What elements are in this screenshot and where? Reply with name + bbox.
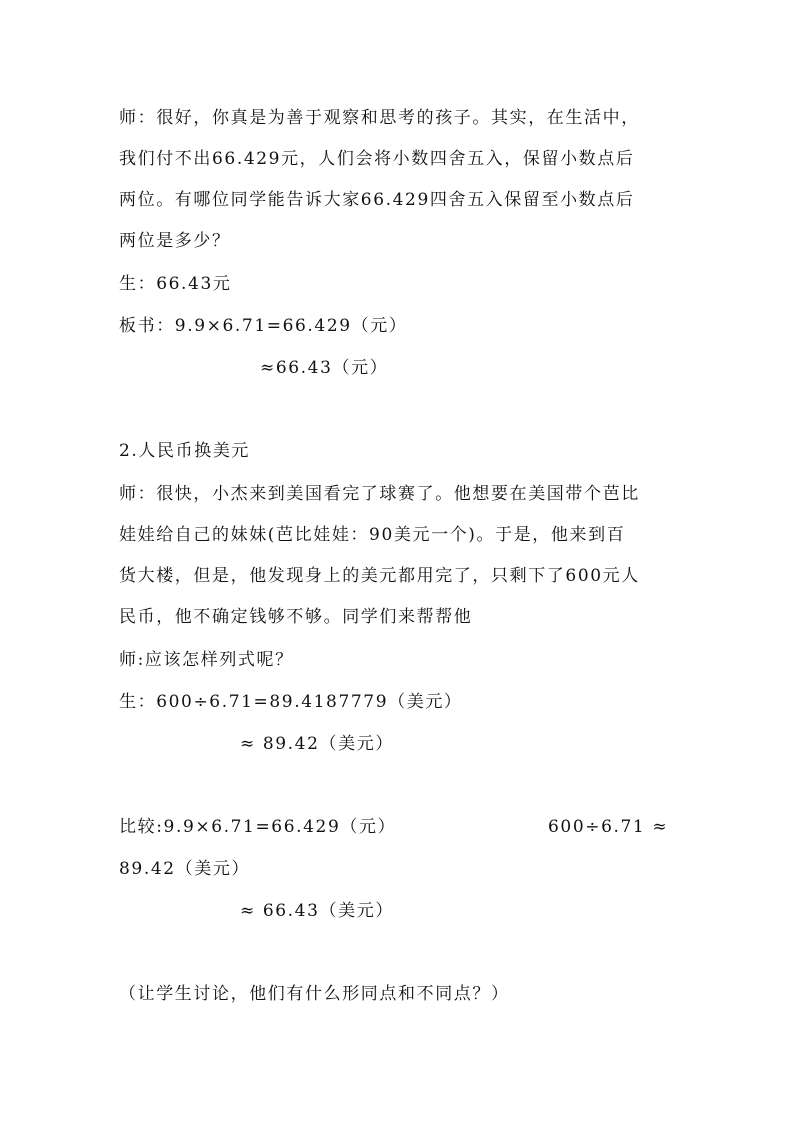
paragraph-line: 民币，他不确定钱够不够。同学们来帮帮他 bbox=[119, 607, 473, 627]
paragraph-line: 我们付不出66.429元，人们会将小数四舍五入，保留小数点后 bbox=[119, 149, 635, 169]
comparison-approx: ≈ 66.43（美元） bbox=[240, 901, 394, 921]
paragraph-line: 娃娃给自己的妹妹(芭比娃娃：90美元一个)。于是，他来到百 bbox=[119, 525, 626, 545]
paragraph-line: 师：很快，小杰来到美国看完了球赛了。他想要在美国带个芭比 bbox=[119, 484, 640, 504]
student-answer: 生：600÷6.71=89.4187779（美元） bbox=[119, 692, 463, 712]
section-heading: 2.人民币换美元 bbox=[119, 441, 251, 461]
paragraph-line: 货大楼，但是，他发现身上的美元都用完了，只剩下了600元人 bbox=[119, 566, 640, 586]
comparison-right: 600÷6.71 ≈ bbox=[548, 817, 669, 837]
comparison-left: 比较:9.9×6.71=66.429（元） bbox=[119, 817, 397, 837]
comparison-continued: 89.42（美元） bbox=[119, 859, 251, 879]
board-note-approx: ≈66.43（元） bbox=[260, 358, 389, 378]
paragraph-line: 两位。有哪位同学能告诉大家66.429四舍五入保留至小数点后 bbox=[119, 190, 635, 210]
paragraph-line: 师：很好，你真是为善于观察和思考的孩子。其实，在生活中， bbox=[119, 108, 640, 128]
teacher-question: 师:应该怎样列式呢？ bbox=[119, 650, 294, 670]
paragraph-line: 两位是多少？ bbox=[119, 231, 231, 251]
student-answer-approx: ≈ 89.42（美元） bbox=[240, 734, 394, 754]
student-answer: 生：66.43元 bbox=[119, 274, 232, 294]
discussion-prompt: （让学生讨论，他们有什么形同点和不同点？） bbox=[119, 984, 510, 1004]
board-note: 板书：9.9×6.71=66.429（元） bbox=[119, 316, 408, 336]
